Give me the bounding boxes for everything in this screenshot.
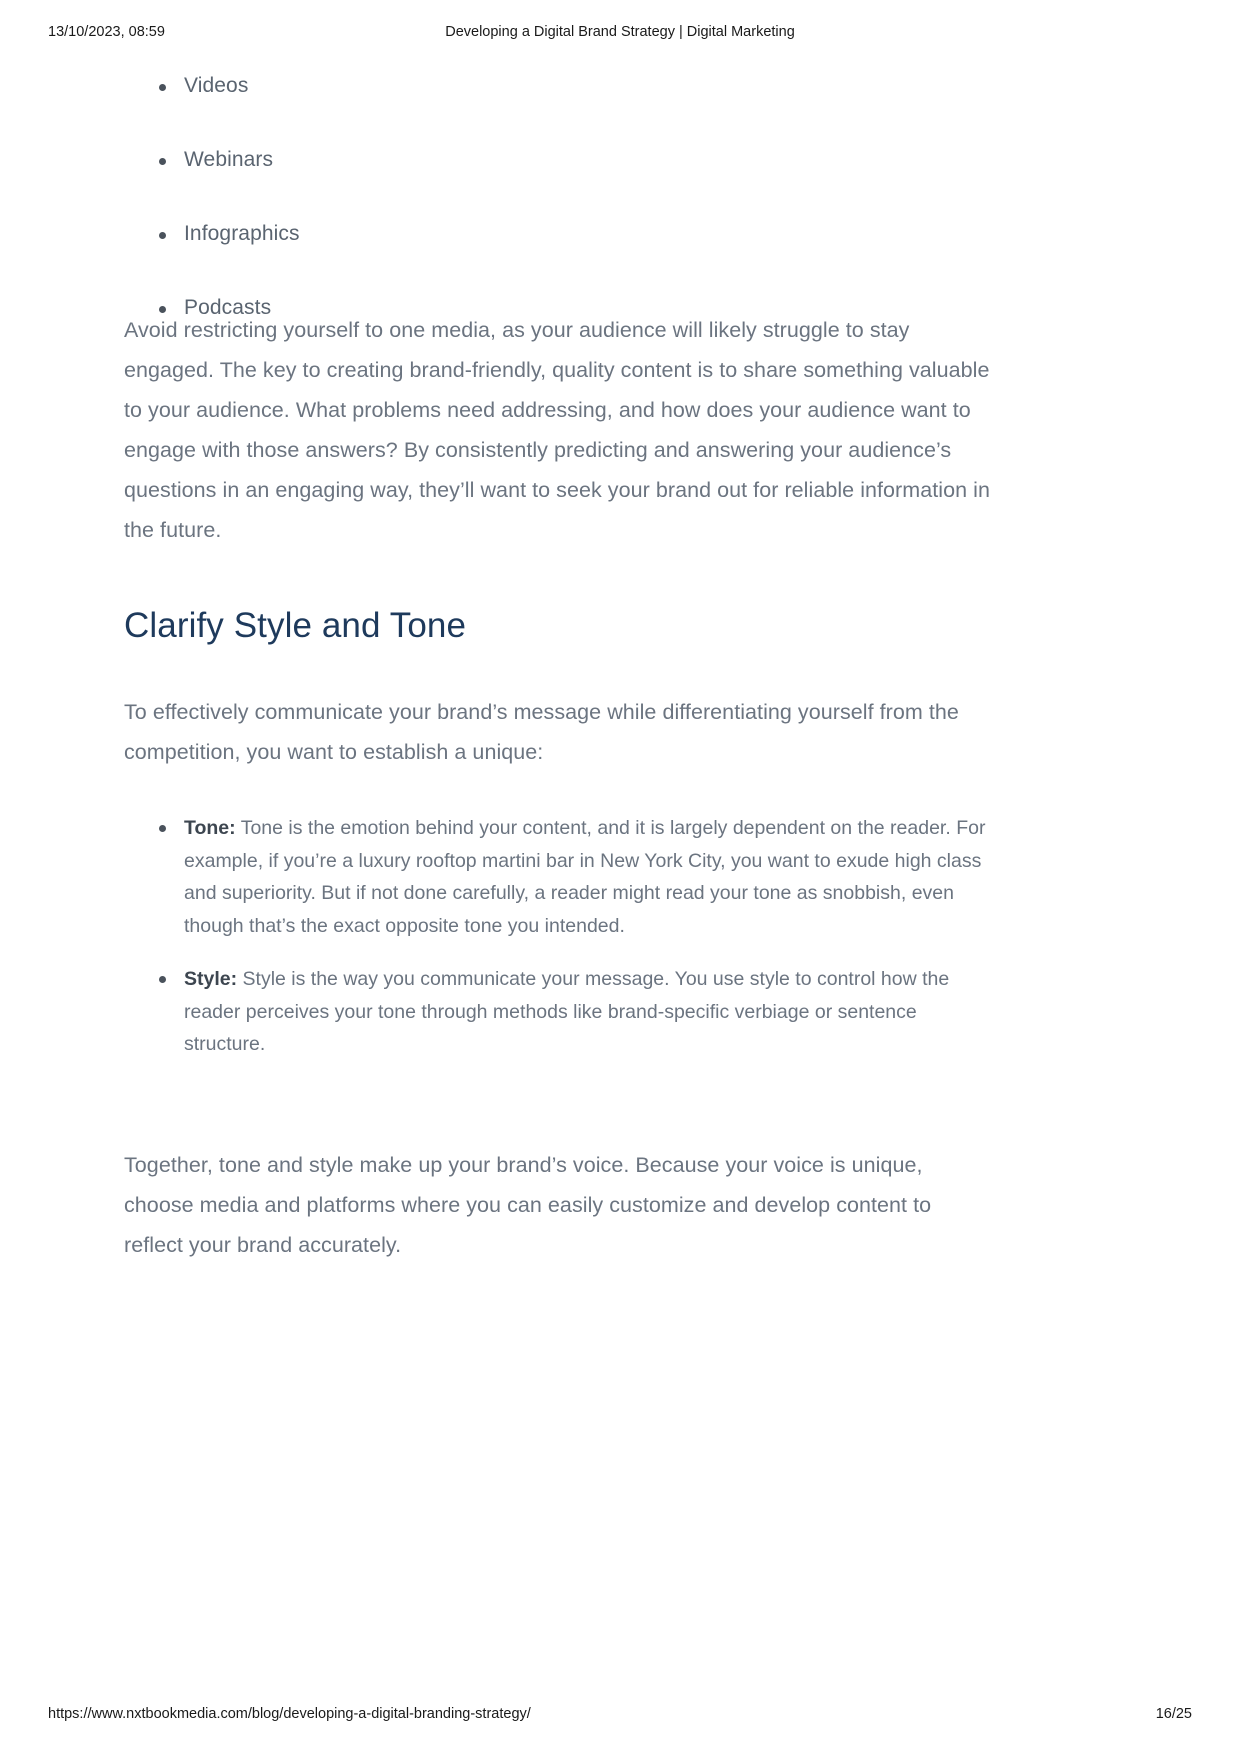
list-item bbox=[184, 963, 990, 1061]
paragraph-communicate-message: To effectively communicate your brand’s message while differentiating yourself from the competition, you want to establish a unique: bbox=[124, 700, 959, 764]
list-item bbox=[184, 74, 990, 98]
definition-text: Style is the way you communicate your message. You use style to control how the reader perceives your tone through methods like brand-specific verbiage or sentence structure. bbox=[184, 968, 950, 1055]
list-item bbox=[184, 222, 990, 246]
list-item-label: Infographics bbox=[184, 222, 300, 245]
print-document-title: Developing a Digital Brand Strategy | Digital Marketing bbox=[445, 24, 795, 40]
list-item bbox=[184, 148, 990, 172]
media-formats-list bbox=[124, 74, 990, 320]
page-title: Clarify Style and Tone bbox=[124, 606, 467, 645]
definitions-list bbox=[124, 812, 990, 1061]
paragraph-avoid-restricting: Avoid restricting yourself to one media, as your audience will likely struggle to stay engaged. The key to creating brand-friendly, quality content is to share something valuable to your audience. What problems need addressing, and how does your audience want to engage with those answers? By consistently predicting and answering your audience’s questions in an engaging way, they’ll want to seek your brand out for reliable information in the future. bbox=[124, 318, 990, 542]
media-formats-list-block bbox=[124, 74, 990, 320]
definition-term: Style: bbox=[184, 968, 238, 990]
definitions-list-block bbox=[124, 812, 990, 1061]
definition-text: Tone is the emotion behind your content, and it is largely dependent on the reader. For example, if you’re a luxury rooftop martini bar in New York City, you want to exude high class and superiority. But if not done carefully, a reader might read your tone as snobbish, even though that’s the exact opposite tone you intended. bbox=[184, 817, 986, 937]
page-number: 16/25 bbox=[1155, 1706, 1192, 1722]
paragraph-three-block bbox=[124, 1145, 990, 1265]
list-item-label: Webinars bbox=[184, 148, 274, 171]
print-footer bbox=[0, 1706, 1240, 1728]
paragraph-brand-voice: Together, tone and style make up your brand’s voice. Because your voice is unique, choose media and platforms where you can easily customize and develop content to reflect your brand accurately. bbox=[124, 1153, 932, 1257]
paragraph-two-block bbox=[124, 692, 990, 772]
section-heading-block bbox=[124, 604, 990, 648]
list-item-label: Videos bbox=[184, 74, 249, 97]
definition-term: Tone: bbox=[184, 817, 236, 839]
list-item-label: Podcasts bbox=[184, 296, 272, 319]
print-date: 13/10/2023, 08:59 bbox=[48, 24, 165, 40]
paragraph-one-block bbox=[124, 310, 990, 550]
print-header bbox=[0, 24, 1240, 46]
list-item bbox=[184, 812, 990, 942]
source-url: https://www.nxtbookmedia.com/blog/developing-a-digital-branding-strategy/ bbox=[48, 1706, 531, 1722]
